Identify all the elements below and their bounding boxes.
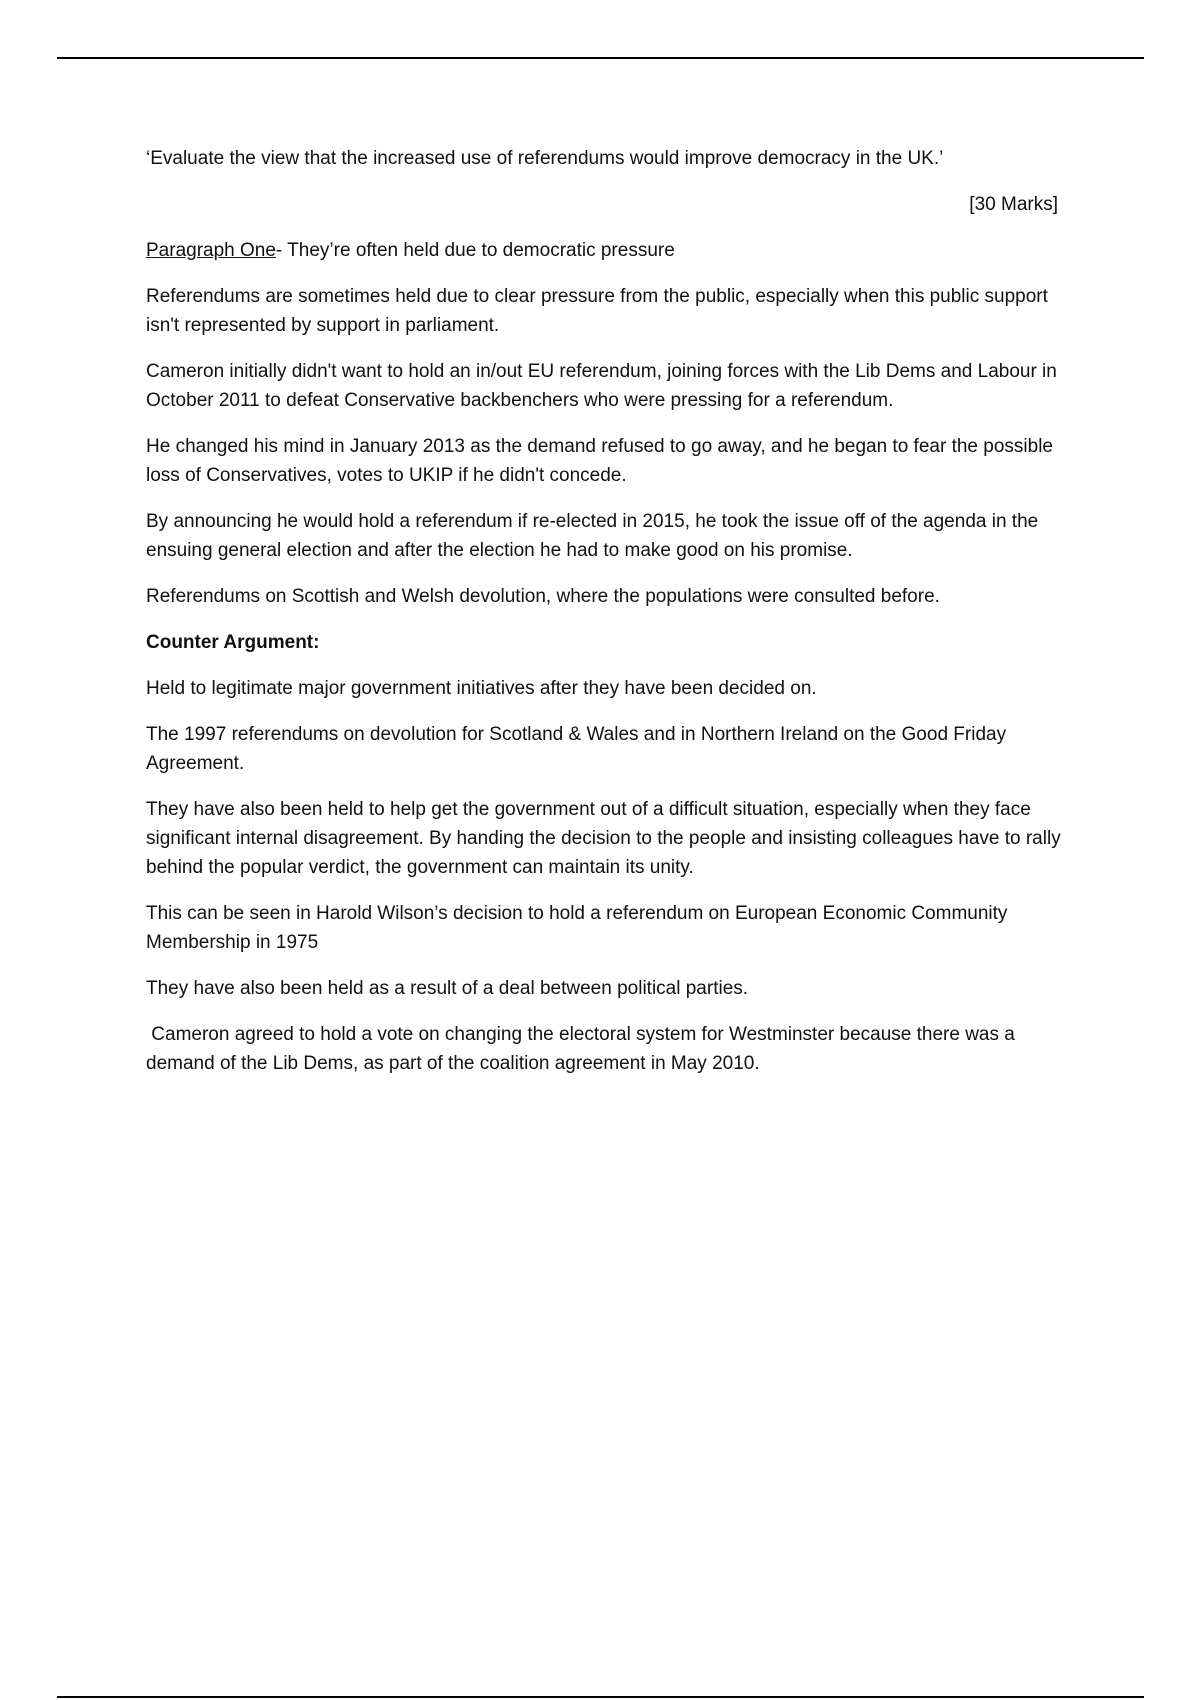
paragraph-one-label: Paragraph One <box>146 240 276 261</box>
body-paragraph: Referendums on Scottish and Welsh devolution, where the populations were consulted before. <box>146 586 940 607</box>
body-paragraph: Referendums are sometimes held due to clear pressure from the public, especially when this public support isn't represented by support in parliament. <box>146 286 1048 336</box>
body-paragraph: They have also been held as a result of a deal between political parties. <box>146 978 749 999</box>
paragraph-one-topic: - They’re often held due to democratic pressure <box>275 240 675 261</box>
essay-question: ‘Evaluate the view that the increased use of referendums would improve democracy in the UK.’ <box>146 148 944 169</box>
body-paragraph: He changed his mind in January 2013 as the demand refused to go away, and he began to fear the possible loss of Conservatives, votes to UKIP if he didn't concede. <box>146 436 1053 486</box>
marks-label: [30 Marks] <box>969 194 1058 215</box>
paragraph-one-heading <box>146 236 1061 265</box>
top-rule <box>57 57 1144 59</box>
body-paragraph: Held to legitimate major government initiatives after they have been decided on. <box>146 678 817 699</box>
body-paragraph: Cameron initially didn't want to hold an in/out EU referendum, joining forces with the Lib Dems and Labour in October 2011 to defeat Conservative backbenchers who were pressing for a referendum. <box>146 361 1057 411</box>
body-paragraph: Cameron agreed to hold a vote on changing the electoral system for Westminster because there was a demand of the Lib Dems, as part of the coalition agreement in May 2010. <box>146 1024 1021 1074</box>
document-body <box>146 144 1061 1095</box>
body-paragraph: They have also been held to help get the government out of a difficult situation, especially when they face significant internal disagreement. By handing the decision to the people and insisting colleagues have to rally behind the popular verdict, the government can maintain its unity. <box>146 799 1061 878</box>
body-paragraph: This can be seen in Harold Wilson’s decision to hold a referendum on European Economic Community Membership in 1975 <box>146 903 1008 953</box>
body-paragraph: The 1997 referendums on devolution for Scotland & Wales and in Northern Ireland on the Good Friday Agreement. <box>146 724 1007 774</box>
counter-argument-heading: Counter Argument: <box>146 632 320 653</box>
body-paragraph: By announcing he would hold a referendum if re-elected in 2015, he took the issue off of the agenda in the ensuing general election and after the election he had to make good on his promise. <box>146 511 1039 561</box>
bottom-rule <box>57 1696 1144 1698</box>
